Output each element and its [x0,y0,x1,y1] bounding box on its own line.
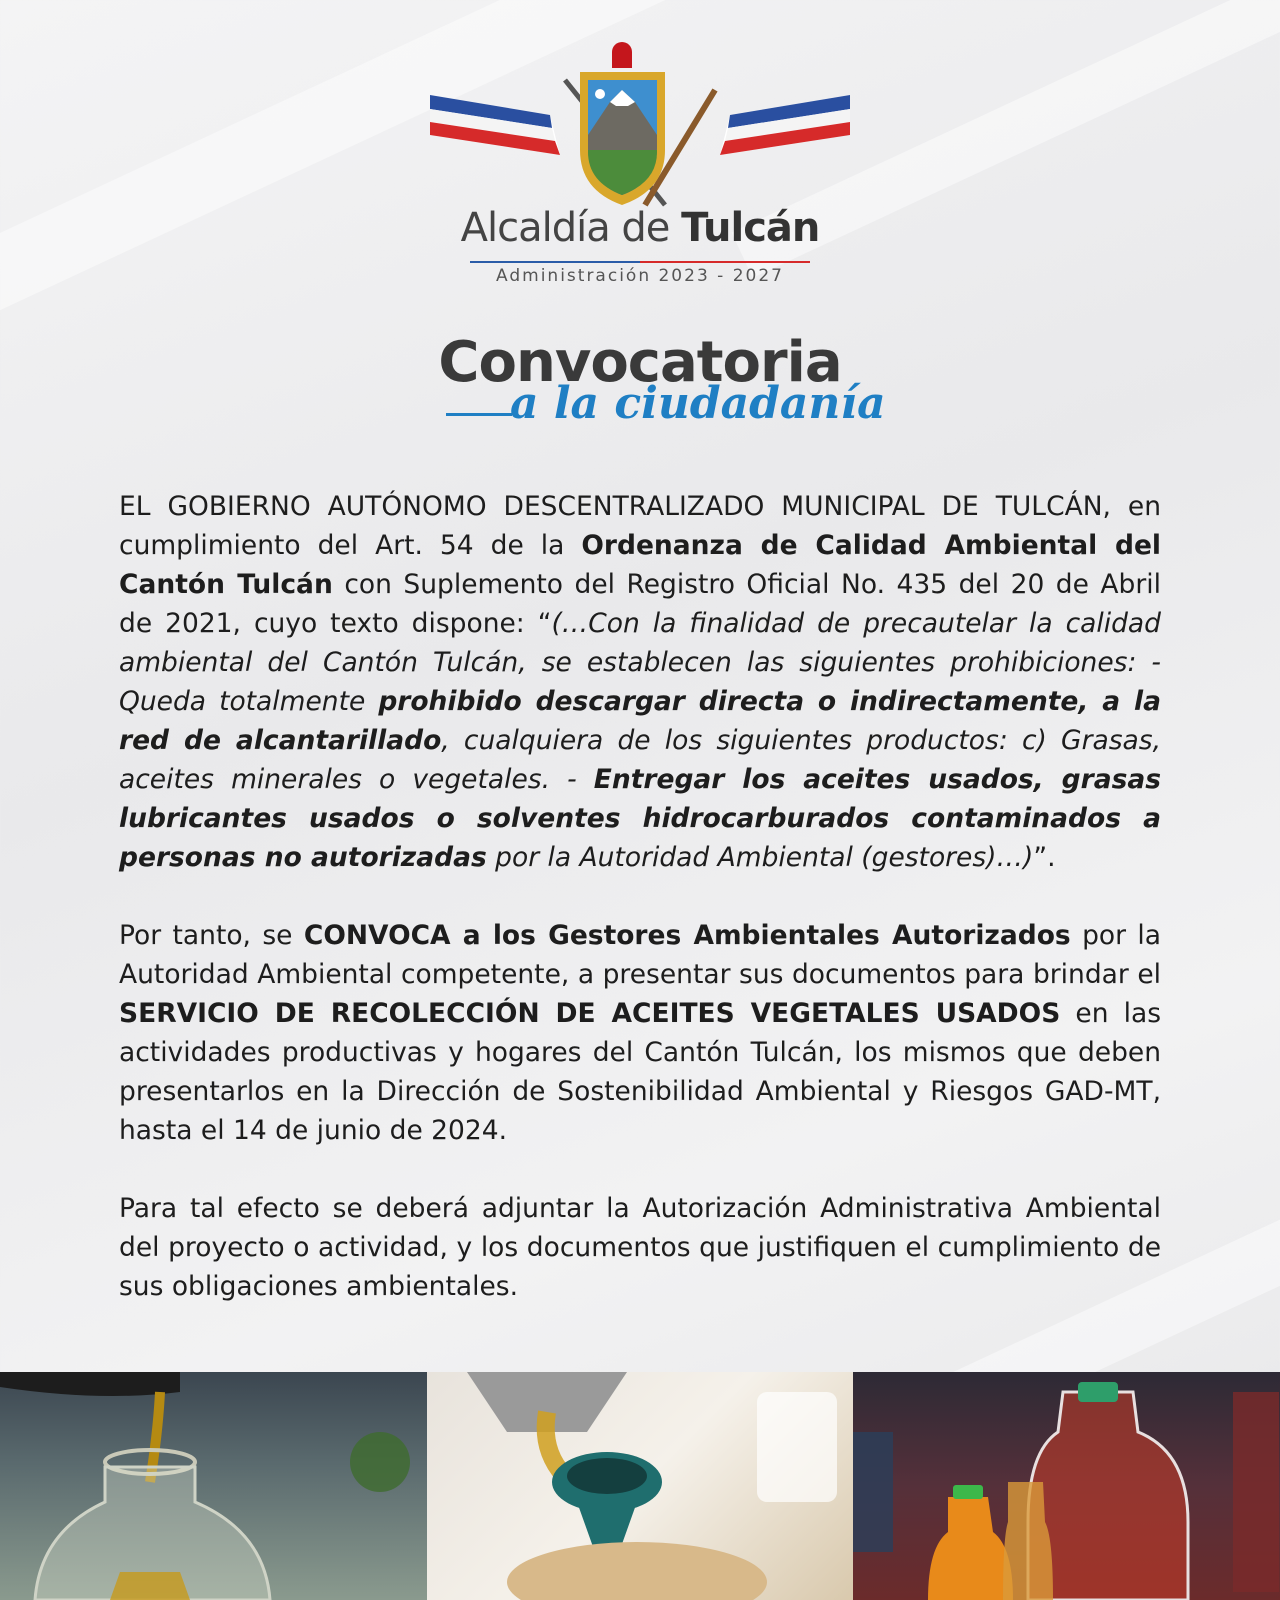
quoted-text: (…Con la finalidad de precautelar la calidad ambiental del Cantón Tulcán, se establecen las siguientes prohibiciones: - Queda totalmente [119,608,1161,717]
page-title: Convocatoria [438,330,842,395]
photo-used-oil-containers [853,1372,1280,1600]
paragraph-call [119,916,1161,1150]
quoted-prohibition-2: Entregar los aceites usados, grasas lubricantes usados o solventes hidrocarburados contaminados a personas no autorizadas [119,764,1161,873]
text-segment: en las actividades productivas y hogares del Cantón Tulcán, los mismos que deben presentarlos en la Dirección de Sostenibilidad Ambiental y Riesgos GAD-MT, hasta el 14 de junio de 2024. [119,998,1161,1146]
photo-strip [0,1372,1280,1600]
administration-period: Administración 2023 - 2027 [496,266,784,286]
service-name: SERVICIO DE RECOLECCIÓN DE ACEITES VEGETALES USADOS [119,998,1061,1029]
brand-underline [470,261,810,263]
photo-pouring-oil-into-bottle [0,1372,427,1600]
text-segment: Para tal efecto se deberá adjuntar la Autorización Administrativa Ambiental del proyecto o actividad, y los documentos que justifiquen el cumplimiento de sus obligaciones ambientales. [119,1193,1161,1302]
brand-name [0,205,1280,251]
photo-funnel-pouring-oil [427,1372,854,1600]
text-segment: ”. [1033,842,1056,873]
announcement-body [119,487,1161,1345]
flag-ribbon-left [430,95,560,155]
text-segment: Por tanto, se [119,920,304,951]
quoted-text: por la Autoridad Ambiental (gestores)…) [486,842,1034,873]
brand-name-bold: Tulcán [681,205,820,251]
call-target: CONVOCA a los Gestores Ambientales Autorizados [303,920,1071,951]
page-subtitle: a la ciudadanía [510,378,886,429]
text-segment: EL GOBIERNO AUTÓNOMO DESCENTRALIZADO MUNICIPAL DE TULCÁN, en cumplimiento del Art. 54 de la [119,491,1161,561]
paragraph-requirements [119,1189,1161,1306]
paragraph-legal-basis [119,487,1161,877]
tulcan-coat-of-arms-logo [430,40,850,215]
text-segment: con Suplemento del Registro Oficial No. 435 del 20 de Abril de 2021, cuyo texto dispone: “ [119,569,1161,639]
text-segment: por la Autoridad Ambiental competente, a presentar sus documentos para brindar el [119,920,1161,990]
ordinance-name: Ordenanza de Calidad Ambiental del Cantón Tulcán [119,530,1161,600]
brand-name-light: Alcaldía de [460,205,682,251]
subtitle-dash [446,413,512,416]
flag-ribbon-right [720,95,850,155]
quoted-prohibition-1: prohibido descargar directa o indirectamente, a la red de alcantarillado [119,686,1161,756]
quoted-text: , cualquiera de los siguientes productos: c) Grasas, aceites minerales o vegetales. - [119,725,1161,795]
